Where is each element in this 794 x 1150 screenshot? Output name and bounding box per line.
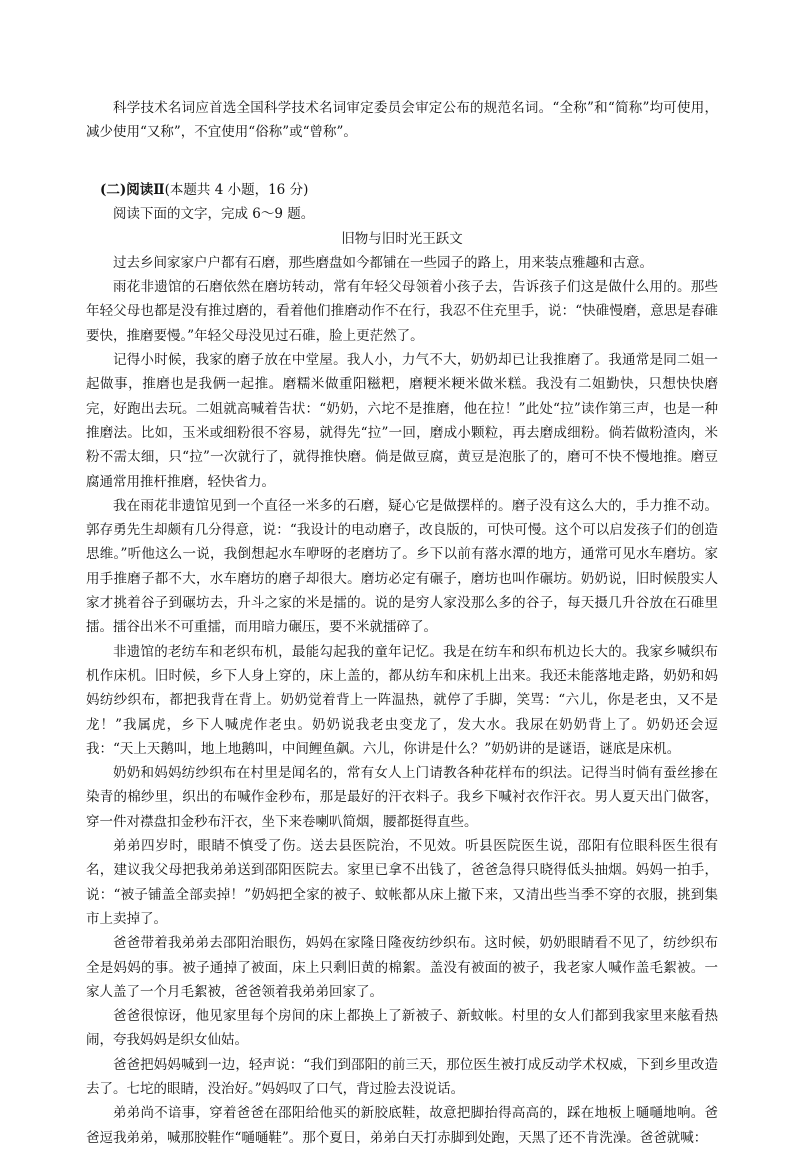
article-title: 旧物与旧时光王跃文 — [341, 230, 463, 247]
section-score-note: (本题共 4 小题，16 分) — [164, 182, 309, 198]
article-paragraph: 弟弟尚不谙事，穿着爸爸在邵阳给他买的新胶底鞋，故意把脚抬得高高的，踩在地板上嗵嗵地响。爸爸逗我弟弟，喊那胶鞋作“嗵嗵鞋”。那个夏日，弟弟白天打赤脚到处跑，天黑了还不肯洗澡。爸爸就喊： — [86, 1105, 718, 1146]
article-paragraph: 我在雨花非遗馆见到一个直径一米多的石磨，疑心它是做摆样的。磨子没有这么大的，手力推不动。郭存勇先生却颇有几分得意，说：“我设计的电动磨子，改良版的，可快可慢。这个可以启发孩子们的创造思维。”听他这么一说，我倒想起水车咿呀的老磨坊了。乡下以前有落水潭的地方，通常可见水车磨坊。家用手推磨子都不大，水车磨坊的磨子却很大。磨坊必定有碾子，磨坊也叫作碾坊。奶奶说，旧时候殷实人家才挑着谷子到碾坊去，升斗之家的米是擂的。说的是穷人家没那么多的谷子，每天摄几升谷放在石碓里擂。擂谷出米不可重擂，而用暗力碾压，要不米就擂碎了。 — [86, 497, 718, 636]
section-heading — [86, 178, 718, 202]
article-paragraph: 弟弟四岁时，眼睛不慎受了伤。送去县医院治，不见效。听县医院医生说，邵阳有位眼科医生很有名，建议我父母把我弟弟送到邵阳医院去。家里已拿不出钱了，爸爸急得只晓得低头抽烟。妈妈一拍手，说：“被子铺盖全部卖掉！”奶妈把全家的被子、蚊帐都从床上撤下来，又清出些当季不穿的衣服，挑到集市上卖掉了。 — [86, 838, 718, 927]
article-paragraph: 记得小时候，我家的磨子放在中堂屋。我人小，力气不大，奶奶却已让我推磨了。我通常是同二姐一起做事，推磨也是我俩一起推。磨糯米做重阳糍粑，磨粳米粳米做米糕。我没有二姐勤快，只想快快磨完，好跑出去玩。二姐就高喊着告状：“奶奶，六坨不是推磨，他在拉！”此处“拉”读作第三声，也是一种推磨法。比如，玉米或细粉很不容易，就得先“拉”一回，磨成小颗粒，再去磨成细粉。倘若做粉渣肉，米粉不需太细，只“拉”一次就行了，就得推快磨。倘是做豆腐，黄豆是泡胀了的，磨可不快不慢地推。磨豆腐通常用推杆推磨，轻快省力。 — [86, 352, 718, 490]
intro-paragraph: 科学技术名词应首选全国科学技术名词审定委员会审定公布的规范名词。“全称”和“简称”均可使用，减少使用“又称”，不宜使用“俗称”或“曾称”。 — [86, 100, 718, 141]
article-paragraph: 爸爸带着我弟弟去邵阳治眼伤，妈妈在家隆日隆夜纺纱织布。这时候，奶奶眼睛看不见了，纺纱织布全是妈妈的事。被子通掉了被面，床上只剩旧黄的棉絮。盖没有被面的被子，我老家人喊作盖毛絮被。一家人盖了一个月毛絮被，爸爸领着我弟弟回家了。 — [86, 935, 718, 1000]
section-instruction: 阅读下面的文字，完成 6～9 题。 — [113, 206, 315, 223]
article-paragraph: 雨花非遗馆的石磨依然在磨坊转动，常有年轻父母领着小孩子去，告诉孩子们这是做什么用的。那些年轻父母也都是没有推过磨的，看着他们推磨动作不在行，我忍不住充里手，说：“快碓慢磨，意思是舂碓要快，推磨要慢。”年轻父母没见过石碓，脸上更茫然了。 — [86, 279, 718, 344]
article-paragraph: 非遗馆的老纺车和老织布机，最能勾起我的童年记忆。我是在纺车和织布机边长大的。我家乡喊织布机作床机。旧时候，乡下人身上穿的，床上盖的，都从纺车和床机上出来。我还未能落地走路，奶奶和妈妈纺纱织布，都把我背在背上。奶奶觉着背上一阵温热，就停了手脚，笑骂：“六儿，你是老虫，又不是龙！”我属虎，乡下人喊虎作老虫。奶奶说我老虫变龙了，发大水。我尿在奶奶背上了。奶奶还会逗我：“天上天鹅叫，地上地鹅叫，中间鲤鱼飙。六儿，你讲是什么？”奶奶讲的是谜语，谜底是床机。 — [86, 643, 718, 757]
article-paragraph: 爸爸很惊讶，他见家里每个房间的床上都换上了新被子、新蚊帐。村里的女人们都到我家里来舷看热闹，夸我妈妈是织女仙姑。 — [86, 1008, 718, 1049]
article-paragraph: 过去乡间家家户户都有石磨，那些磨盘如今都铺在一些园子的路上，用来装点雅趣和古意。 — [113, 254, 653, 271]
reading-section — [86, 178, 718, 1150]
top-text-block — [86, 96, 718, 145]
article-paragraph: 爸爸把妈妈喊到一边，轻声说：“我们到邵阳的前三天，那位医生被打成反动学术权威，下到乡里改造去了。七坨的眼睛，没治好。”妈妈叹了口气，背过脸去没说话。 — [86, 1056, 718, 1097]
section-title: (二)阅读Ⅱ — [100, 182, 165, 198]
article-body — [86, 251, 718, 1150]
article-paragraph: 奶奶和妈妈纺纱织布在村里是闻名的，常有女人上门请教各种花样布的织法。记得当时倘有蚕丝掺在染青的棉纱里，织出的布喊作金秒布，那是最好的汗衣料子。我乡下喊衬衣作汗衣。男人夏天出门做客，穿一件对襟盘扣金秒布汗衣，坐下来卷喇叭简烟，腰都挺得直些。 — [86, 765, 718, 830]
